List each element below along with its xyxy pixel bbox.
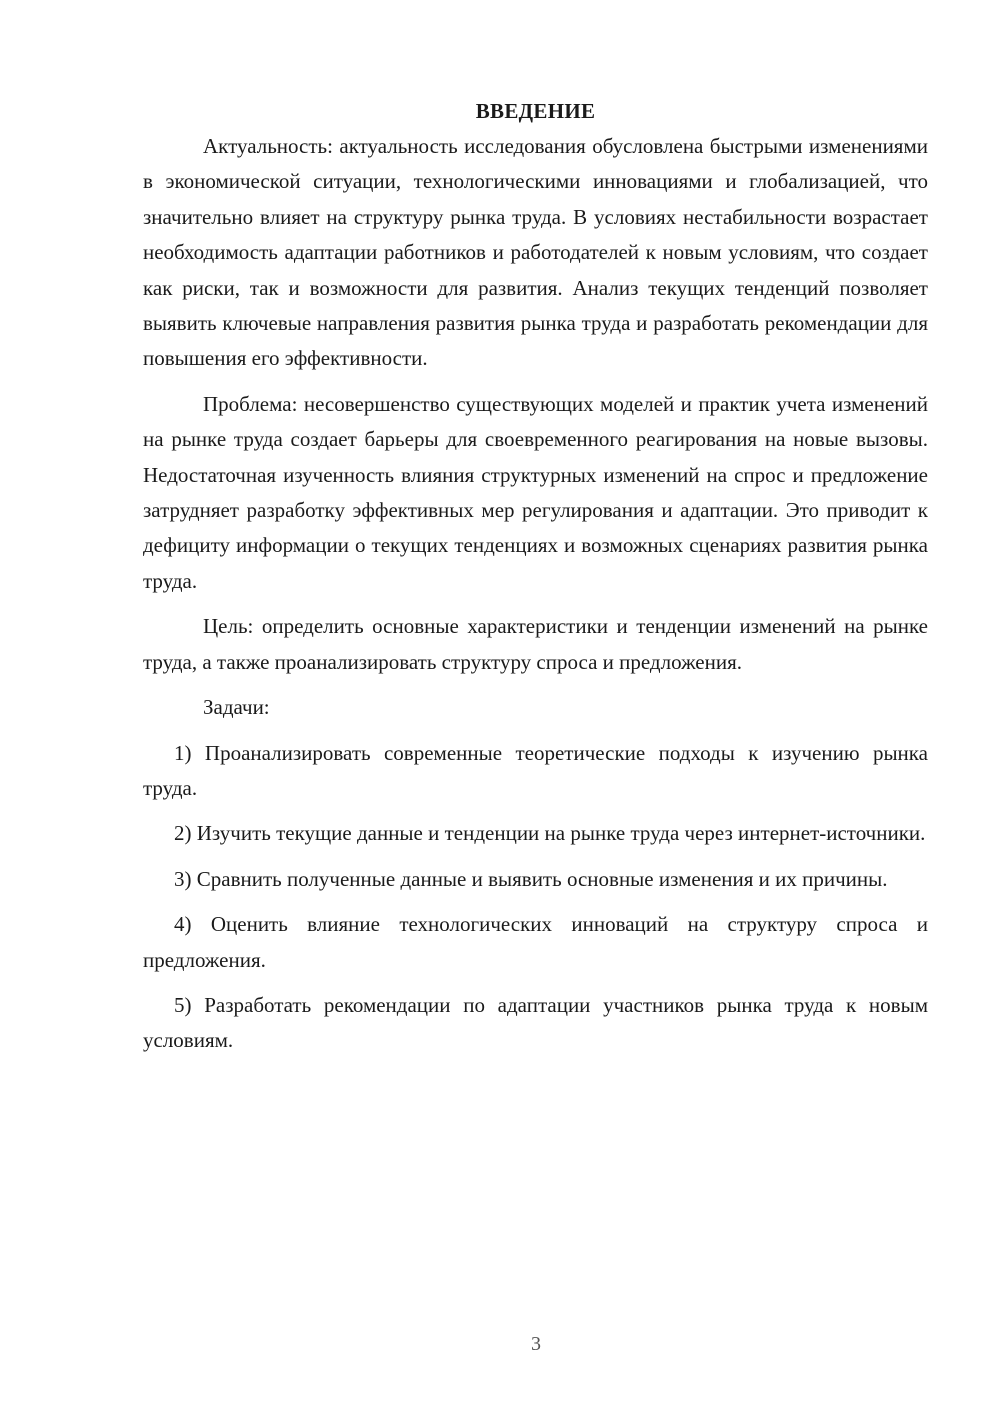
document-body bbox=[143, 94, 928, 1059]
task-item-2: 2) Изучить текущие данные и тенденции на рынке труда через интернет-источники. bbox=[174, 821, 926, 846]
page-number: 3 bbox=[531, 1333, 541, 1355]
task-item-4: 4) Оценить влияние технологических инноваций на структуру спроса и предложения. bbox=[143, 912, 928, 972]
paragraph-relevance: Актуальность: актуальность исследования обусловлена быстрыми изменениями в экономической ситуации, технологическими инновациями и глобализацией, что значительно влияет на структуру рынка труда. В условиях нестабильности возрастает необходимость адаптации работников и работодателей к новым условиям, что создает как риски, так и возможности для развития. Анализ текущих тенденций позволяет выявить ключевые направления развития рынка труда и разработать рекомендации для повышения его эффективности. bbox=[143, 134, 928, 371]
section-title: ВВЕДЕНИЕ bbox=[475, 99, 596, 123]
task-item-3: 3) Сравнить полученные данные и выявить основные изменения и их причины. bbox=[174, 866, 888, 891]
task-item-1: 1) Проанализировать современные теоретические подходы к изучению рынка труда. bbox=[143, 740, 928, 800]
paragraph-problem: Проблема: несовершенство существующих моделей и практик учета изменений на рынке труда создает барьеры для своевременного реагирования на новые вызовы. Недостаточная изученность влияния структурных изменений на спрос и предложение затрудняет разработку эффективных мер регулирования и адаптации. Это приводит к дефициту информации о текущих тенденциях и возможных сценариях развития рынка труда. bbox=[143, 391, 928, 593]
paragraph-tasks-heading: Задачи: bbox=[203, 695, 270, 720]
task-item-5: 5) Разработать рекомендации по адаптации участников рынка труда к новым условиям. bbox=[143, 992, 928, 1053]
paragraph-goal: Цель: определить основные характеристики и тенденции изменений на рынке труда, а также проанализировать структуру спроса и предложения. bbox=[143, 614, 928, 674]
